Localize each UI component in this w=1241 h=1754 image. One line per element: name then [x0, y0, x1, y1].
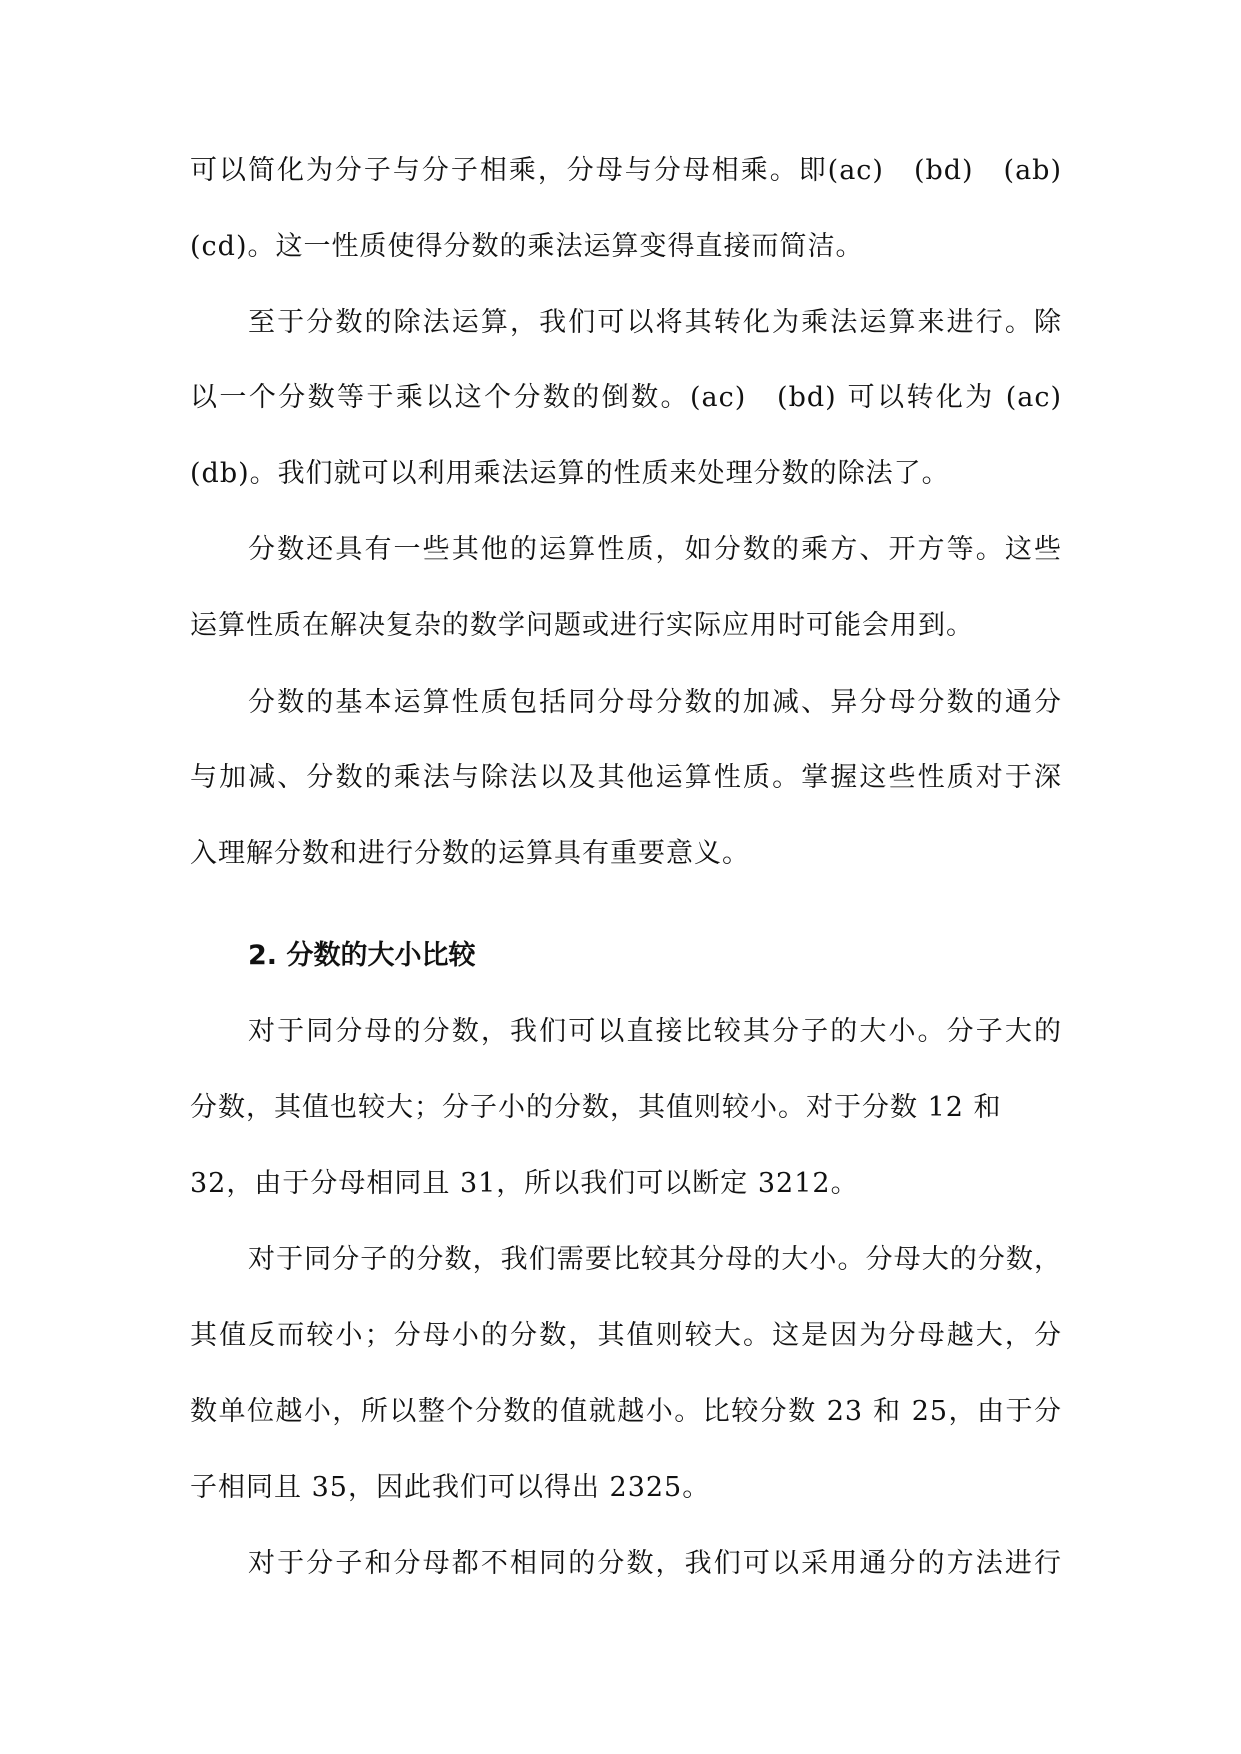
body-text-line: 子相同且 35，因此我们可以得出 2325。 — [190, 1472, 711, 1503]
body-text-line: 对于分子和分母都不相同的分数，我们可以采用通分的方法进行 — [248, 1548, 1062, 1579]
body-text-line: 运算性质在解决复杂的数学问题或进行实际应用时可能会用到。 — [190, 610, 974, 641]
body-text-line: 入理解分数和进行分数的运算具有重要意义。 — [190, 838, 750, 869]
body-text-line: 32，由于分母相同且 31，所以我们可以断定 3212。 — [190, 1168, 859, 1199]
body-text-line: 对于同分子的分数，我们需要比较其分母的大小。分母大的分数， — [248, 1244, 1062, 1275]
body-text-line: 至于分数的除法运算，我们可以将其转化为乘法运算来进行。除 — [248, 307, 1062, 338]
body-text-line: 以一个分数等于乘以这个分数的倒数。(ac) (bd) 可以转化为 (ac) — [190, 382, 1062, 413]
body-text-line: 分数的基本运算性质包括同分母分数的加减、异分母分数的通分 — [248, 687, 1062, 718]
body-text-line: 可以简化为分子与分子相乘，分母与分母相乘。即(ac) (bd) (ab) — [190, 155, 1062, 186]
body-text-line: 对于同分母的分数，我们可以直接比较其分子的大小。分子大的 — [248, 1016, 1062, 1047]
body-text-line: (cd)。这一性质使得分数的乘法运算变得直接而简洁。 — [190, 231, 864, 262]
body-text-line: 分数，其值也较大；分子小的分数，其值则较小。对于分数 12 和 — [190, 1092, 1002, 1123]
body-text-line: 与加减、分数的乘法与除法以及其他运算性质。掌握这些性质对于深 — [190, 762, 1062, 793]
body-text-line: 数单位越小，所以整个分数的值就越小。比较分数 23 和 25，由于分 — [190, 1396, 1062, 1427]
section-heading: 2. 分数的大小比较 — [248, 940, 476, 971]
body-text-line: (db)。我们就可以利用乘法运算的性质来处理分数的除法了。 — [190, 458, 950, 489]
body-text-line: 分数还具有一些其他的运算性质，如分数的乘方、开方等。这些 — [248, 534, 1062, 565]
body-text-line: 其值反而较小；分母小的分数，其值则较大。这是因为分母越大，分 — [190, 1320, 1062, 1351]
